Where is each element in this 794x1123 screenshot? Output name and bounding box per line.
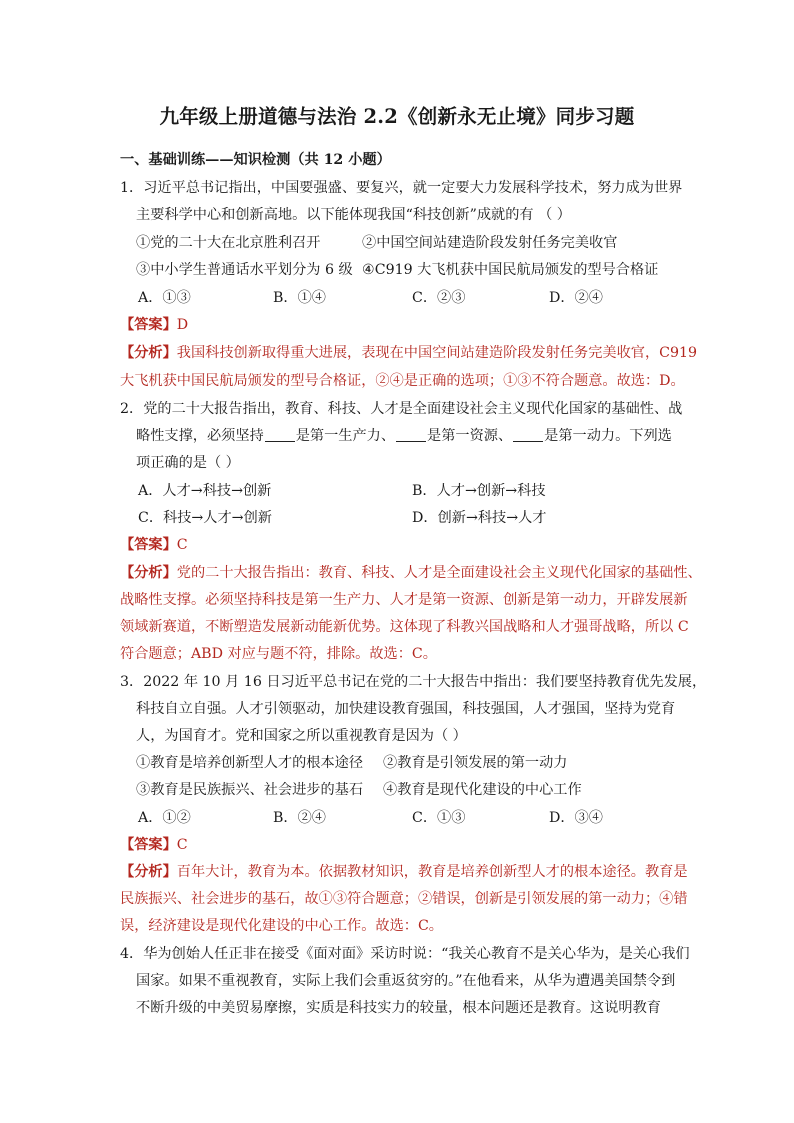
q1-stem-line2: 主要科学中心和创新高地。以下能体现我国“科技创新”成就的有 （ ）: [136, 207, 571, 223]
q2-stem-line1: 2．党的二十大报告指出，教育、科技、人才是全面建设社会主义现代化国家的基础性、战: [120, 401, 683, 417]
fill-blank: [265, 427, 295, 442]
answer-value: C: [176, 537, 188, 553]
page-title: 九年级上册道德与法治 2.2《创新永无止境》同步习题: [159, 105, 635, 128]
q2-analysis-line4: 符合题意；ABD 对应与题不符，排除。故选：C。: [120, 646, 437, 662]
q2-stem-line2: [136, 426, 672, 446]
q2-choice-b: B．人才→创新→科技: [412, 483, 546, 499]
q2-answer: [120, 535, 188, 555]
q3-option-2: ②教育是引领发展的第一动力: [383, 755, 568, 771]
answer-value: D: [176, 317, 189, 333]
q3-option-1: ①教育是培养创新型人才的根本途径: [136, 755, 364, 771]
q1-option-2: ②中国空间站建造阶段发射任务完美收官: [362, 235, 618, 251]
analysis-label: 【分析】: [120, 565, 177, 581]
q2-stem-part-d: 是第一动力。下列选: [544, 428, 672, 444]
q3-choice-c: C．①③: [412, 810, 466, 826]
q1-answer: [120, 315, 188, 335]
q1-choice-c: C．②③: [412, 290, 466, 306]
q1-option-3: ③中小学生普通话水平划分为 6 级: [136, 262, 353, 278]
answer-value: C: [176, 837, 188, 853]
q2-choice-c: C．科技→人才→创新: [138, 510, 272, 526]
answer-label: 【答案】: [120, 837, 177, 853]
q2-stem-part-a: 略性支撑，必须坚持: [136, 428, 264, 444]
q2-analysis-line1: [120, 563, 702, 583]
q3-choice-a: A．①②: [138, 810, 191, 826]
q4-stem-line3: 不断升级的中美贸易摩擦，实质是科技实力的较量，根本问题还是教育。这说明教育: [136, 1000, 661, 1016]
q4-stem-line1: 4．华为创始人任正非在接受《面对面》采访时说：“我关心教育不是关心华为，是关心我们: [120, 946, 690, 962]
q1-choice-b: B．①④: [273, 290, 326, 306]
q1-choice-d: D．②④: [549, 290, 603, 306]
q3-choice-b: B．②④: [273, 810, 326, 826]
q3-option-3: ③教育是民族振兴、社会进步的基石: [136, 782, 364, 798]
q1-option-1: ①党的二十大在北京胜利召开: [136, 235, 321, 251]
q1-analysis-line2: 大飞机获中国民航局颁发的型号合格证，②④是正确的选项；①③不符合题意。故选：D。: [120, 373, 685, 389]
q1-choice-a: A．①③: [138, 290, 191, 306]
q3-analysis-line3: 误，经济建设是现代化建设的中心工作。故选：C。: [120, 918, 443, 934]
fill-blank: [396, 427, 426, 442]
q2-stem-part-b: 是第一生产力、: [295, 428, 396, 444]
q1-analysis-line1: [120, 343, 697, 363]
q1-stem-line1: 1．习近平总书记指出，中国要强盛、要复兴，就一定要大力发展科学技术，努力成为世界: [120, 180, 683, 196]
analysis-label: 【分析】: [120, 864, 177, 880]
q3-option-4: ④教育是现代化建设的中心工作: [383, 782, 582, 798]
q2-analysis-line2: 战略性支撑。必须坚持科技是第一生产力、人才是第一资源、创新是第一动力，开辟发展新: [120, 592, 688, 608]
analysis-text: 我国科技创新取得重大进展，表现在中国空间站建造阶段发射任务完美收官，C919: [176, 345, 698, 361]
q3-stem-line1: 3．2022 年 10 月 16 日习近平总书记在党的二十大报告中指出：我们要坚持教育优先发展，: [120, 674, 707, 690]
q2-choice-a: A．人才→科技→创新: [138, 483, 272, 499]
q2-choice-d: D．创新→科技→人才: [412, 510, 547, 526]
answer-label: 【答案】: [120, 317, 177, 333]
fill-blank: [513, 427, 543, 442]
analysis-text: 百年大计，教育为本。依据教材知识，教育是培养创新型人才的根本途径。教育是: [176, 864, 688, 880]
q3-choice-d: D．③④: [549, 810, 603, 826]
analysis-label: 【分析】: [120, 345, 177, 361]
q2-analysis-line3: 领域新赛道，不断塑造发展新动能新优势。这体现了科教兴国战略和人才强哥战略，所以 C: [120, 619, 689, 635]
q2-stem-line3: 项正确的是（ ）: [136, 455, 240, 471]
q3-analysis-line1: [120, 862, 688, 882]
answer-label: 【答案】: [120, 537, 177, 553]
q3-analysis-line2: 民族振兴、社会进步的基石，故①③符合题意；②错误，创新是引领发展的第一动力；④错: [120, 891, 688, 907]
q3-stem-line3: 人，为国育才。党和国家之所以重视教育是因为（ ）: [136, 728, 467, 744]
analysis-text: 党的二十大报告指出：教育、科技、人才是全面建设社会主义现代化国家的基础性、: [176, 565, 702, 581]
q3-answer: [120, 835, 188, 855]
q2-stem-part-c: 是第一资源、: [427, 428, 513, 444]
q3-stem-line2: 科技自立自强。人才引领驱动，加快建设教育强国，科技强国，人才强国，坚持为党育: [136, 701, 676, 717]
q4-stem-line2: 国家。如果不重视教育，实际上我们会重返贫穷的。”在他看来，从华为遭遇美国禁令到: [136, 973, 676, 989]
q1-option-4: ④C919 大飞机获中国民航局颁发的型号合格证: [362, 262, 659, 278]
section-heading: 一、基础训练——知识检测（共 12 小题）: [120, 152, 391, 168]
